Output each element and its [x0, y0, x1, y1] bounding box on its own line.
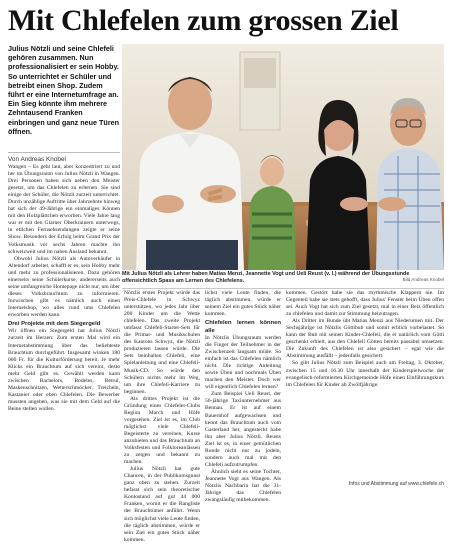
- column-4: [286, 290, 444, 476]
- photo-illustration: [122, 44, 444, 270]
- article-photo: [122, 44, 444, 270]
- col3-lead-in: lichst viele Leute finden, die täglich abstimmen, würde er seinem Ziel ein gutes Stück näher kommen.: [205, 290, 281, 318]
- headline: Mit Chlefelen zum grossen Ziel: [8, 4, 399, 37]
- col1-paragraph-1: Wangen – Es geht laut, aber konzentriert zu und her im Übungsraum von Julius Nötzli in Wangen. Drei Personen haben sich neben den Meister gesetzt, um das Chlefelen zu erlernen. Sie sind einige der Schüler, die Nötzli zurzeit unterrichtet. Durch unzählige Auftritte über Jahrzehnte hinweg hat sich der 49-Jährige ein einmaliges Können mit den Holzplättchen erworben. Viele Jahre lang war er mit den Glarner Oberkrainern unterwegs, in etlichen Fernsehsendungen zeigte er seine Show. Besonders der Erfolg beim Grand Prix der Volksmusik vor sechs Jahren machte ihn schweizweit und im nahen Ausland bekannt.: [8, 164, 120, 255]
- col4-paragraph-1: kommen. Gestört habe sie das rhythmische Klappern nie. Im Gegenteil habe sie stets gehofft, dass Julius' Fenster beim Üben offen sei. Auch Vogt hat sich zum Ziel gesetzt, mal in einer Beiz öffentlich zu chlefelen und damit zur Stimmung beizutragen.: [286, 290, 444, 318]
- col4-paragraph-3: So gibt Julius Nötzli zum Beispiel auch am Freitag, 3. Oktober, zwischen 15 und 16.30 Uhr innerhalb der Kinderspielwoche der evangelisch-reformierten Kirchgemeinde Höfe einen Einführungskurs im Chlefelen für Kinder ab Zwölfjährige.: [286, 360, 444, 388]
- col1-subheading: Drei Projekte mit dem Siegergeld: [8, 321, 101, 328]
- caption-text: Mit Julius Nötzli als Lehrer haben Matias Menzi, Jeannette Vogt und Ueli Reust (v. l.) während der Übungsstunde offensichtlich Spass am Lernen des Chlefelens.: [122, 271, 410, 284]
- column-1: [8, 164, 120, 476]
- byline: Von Andreas Knobel: [8, 152, 120, 163]
- col1-paragraph-2: Obwohl Julius Nötzli als Autoverkäufer in Altendorf arbeitet, schafft er es, sein Hobby mehr und mehr zu professionalisieren. Dazu gehören einerseits seine Schülerkurse, andererseits auch seine umfangreiche Homepage nicht nur, um über dieses Volksbrauchtum zu informieren. Inzwischen gibt es nämlich auch einen Internetshop, wo alles rund ums Chlefelen erworben werden kann.: [8, 255, 120, 318]
- col2-paragraph-3: Julius Nötzli hat gute Chancen, in der Publikumsgunst ganz oben zu stehen. Zurzeit befasst sich sein theoretischer Kontostand auf gut 44 000 Franken, womit er die Rangliste der Brauchtümer anführt. Wenn sich möglichst viele Leute finden, die täglich abstimmen, würde er sein Ziel ein gutes Stück näher kommen.: [124, 466, 200, 543]
- lead-paragraph: Julius Nötzli und seine Chlefeli gehören zusammen. Nun professionalisiert er sein Hobby. So unterrichtet er Schüler und betreibt einen Shop. Zudem führt er eine Internetumfrage an. Ein Sieg könnte ihm mehrere Zehntausend Franken einbringen und ganz neue Türen öffnen.: [8, 44, 120, 136]
- col2-paragraph-1: Nötzlis erstes Projekt würde das Preis-Chlefele in Schwyz unterstützen, wo jedes Jahr über 200 Kinder um die Wette chlefelen. Das zweite Projekt umfasst Chlefeli-Starter-Sets für die Primar- und Musikschulen des Kantons Schwyz, die Nötzli produzieren lassen würde. Die Sets beinhalten Chlefeli, eine Spielanleitung und eine Chlefeli-Musik-CD. So würde den Schülern nichts mehr im Weg, um ihre Chlefeli-Karriere zu beginnen.: [124, 290, 200, 395]
- col3-subheading: Chlefelen lernen können alle: [205, 320, 281, 334]
- footer-info: Infos und Abstimmung auf www.chlefele.ch: [348, 481, 444, 487]
- col1-paragraph-3: Wir öffnen ein Siegergeld hat Julius Nötzli zurzeit im Herzen: Zum ersten Mal wird ein Internetabstimmung über das beliebteste Brauchtum durchgeführt. Insgesamt winken 180 000 Fr. für die Kulturförderung bereit. Je mehr Klicks ein Brauchtum auf sich vereint, desto mehr Geld gibt es. Gewählt werden kann zwischen Bachelors, Bodeles, Betrul, Maskenschnitzen, Wetterschmöcker, Treicheln, Kastanier oder eben Chlefelen. Die Bewerber mussten angeben, was sie mit dem Geld auf die Beine stellen wollen.: [8, 328, 120, 412]
- col3-paragraph-2: Zum Beispiel Ueli Reust, der 56-jährige Taxiunternehmer aus Bennau. Er ist auf einem Bauernhof aufgewachsen und kennt das Brauchtum auch vom Gasterland her, angesteckt habe ihn aber Julius Nötzli. Reusts Ziel ist es, in einer gemütlichen Runde nicht nur zu jodeln, sondern auch mal mit den Chlefeli aufzutrumpfen.: [205, 391, 281, 468]
- column-2: [124, 290, 200, 543]
- col2-paragraph-2: Als drittes Projekt ist die Gründung eines Chlefeler-Clubs Region March und Höfe vorgesehen. Ziel ist es, im Club möglichst viele Chlefeli-Begeisterte zu vereinen, Kurse anzubieten und das Brauchtum an Volksfesten und Folkloreanlässen zu zeigen und bekannt zu machen.: [124, 395, 200, 466]
- divider: [122, 288, 444, 289]
- column-3: [205, 290, 281, 504]
- photo-credit: Bild Andreas Knobel: [402, 277, 444, 282]
- col3-paragraph-1: In Nötzlis Übungsraum werden die Finger der Teilnehmer in der Zwischenzeit langsam müde. So einfach ist das Chlefelen nämlich nicht. Die richtige Anleitung sowie Üben und nochmals Üben machen den Meister. Doch wer will eigentlich Chlefelen lernen?: [205, 335, 281, 391]
- col3-paragraph-3: Ähnlich sieht es seine Tochter, Jeannette Vogt aus Wangen. Als Nötzlis Nachbarin hat die 31-Jährige das Chlefelen zwangsläufig mitbekommen.: [205, 468, 281, 504]
- col4-paragraph-2: Als Dritter im Bunde übt Matias Menzi aus Niederurnen mit. Der Sechsjährige ist Nötzlis Göttibub und somit erblich vorbelastet. So kann der Bub mit seinen Kinder-Chlefeli, die er natürlich vom Götti geschenkt erhielt, aus den Chlefeli Götten bereits passabel umsetzen. Die Zukunft des Chlefelen ist also gesichert – egal wie die Abstimmung ausfällt – jedenfalls gesichert.: [286, 318, 444, 360]
- photo-caption: [122, 271, 444, 287]
